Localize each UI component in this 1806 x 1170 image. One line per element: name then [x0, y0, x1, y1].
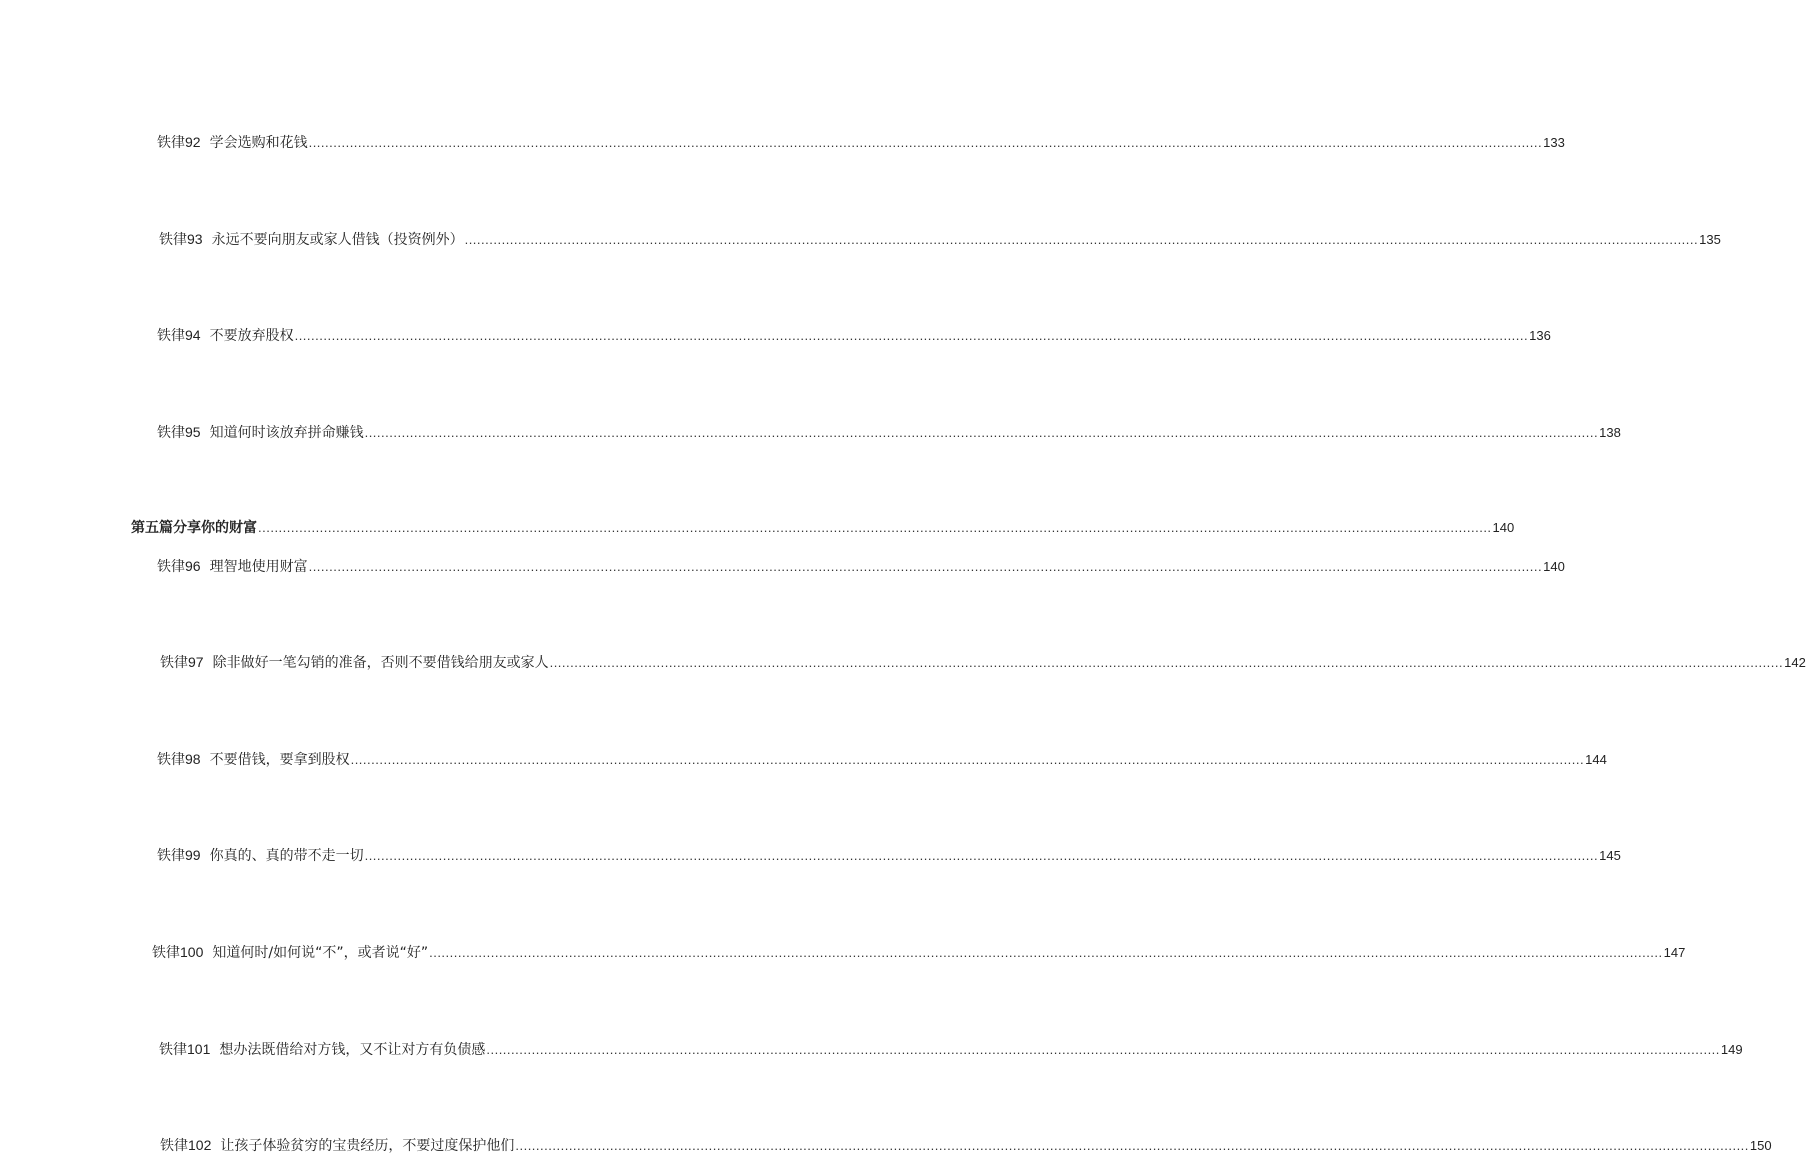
toc-dot-leader: ............................................................................................................................................................................................................................................................................................................ — [294, 328, 1529, 343]
toc-dot-leader: ............................................................................................................................................................................................................................................................................................................ — [364, 848, 1599, 863]
toc-entry-text: 永远不要向朋友或家人借钱（投资例外） — [211, 232, 464, 248]
toc-entry-number: 101 — [187, 1041, 211, 1057]
toc-entry-text: 不要借钱，要拿到股权 — [209, 752, 350, 768]
toc-page-number: 133 — [1543, 135, 1565, 150]
toc-entry-number: 93 — [187, 231, 203, 247]
toc-entry-prefix: 铁律 — [157, 752, 185, 768]
toc-entry-title — [157, 421, 364, 444]
toc-entry-text: 理智地使用财富 — [209, 559, 308, 575]
toc-entry-text: 不要放弃股权 — [209, 328, 294, 344]
toc-page-number: 144 — [1585, 752, 1607, 767]
toc-entry-text: 你真的、真的带不走一切 — [209, 848, 364, 864]
toc-entry-prefix: 铁律 — [157, 135, 185, 151]
toc-entry[interactable] — [0, 748, 1607, 770]
toc-entry-number: 95 — [185, 424, 201, 440]
toc-entry[interactable] — [0, 941, 1686, 963]
toc-entry[interactable] — [0, 844, 1621, 866]
toc-page-number: 140 — [1492, 520, 1515, 535]
toc-entry-number: 102 — [188, 1137, 212, 1153]
toc-dot-leader: ............................................................................................................................................................................................................................................................................................................ — [350, 752, 1585, 767]
toc-entry-text: 知道何时该放弃拼命赚钱 — [209, 425, 364, 441]
toc-entry-title — [160, 1134, 514, 1157]
toc-dot-leader: ............................................................................................................................................................................................................................................................................................................ — [486, 1042, 1720, 1057]
toc-dot-leader: ............................................................................................................................................................................................................................................................................................................ — [429, 945, 1663, 960]
toc-entry-number: 97 — [188, 654, 204, 670]
toc-entry-title — [157, 748, 350, 771]
toc-dot-leader: ............................................................................................................................................................................................................................................................................................................ — [258, 520, 1492, 535]
toc-entry-title — [157, 131, 308, 154]
toc-entry-title — [157, 324, 294, 347]
toc-page-number: 142 — [1784, 655, 1806, 670]
toc-dot-leader: ............................................................................................................................................................................................................................................................................................................ — [308, 559, 1543, 574]
toc-entry[interactable] — [0, 228, 1721, 250]
toc-entry-number: 96 — [185, 558, 201, 574]
toc-page-number: 136 — [1529, 328, 1551, 343]
toc-entry[interactable] — [0, 131, 1565, 153]
toc-page-number: 140 — [1543, 559, 1565, 574]
toc-page-number: 147 — [1663, 945, 1686, 960]
toc-entry[interactable] — [0, 1134, 1772, 1156]
toc-entry[interactable] — [0, 324, 1551, 346]
toc-page-number: 138 — [1599, 425, 1621, 440]
toc-entry-number: 98 — [185, 751, 201, 767]
toc-part-title: 第五篇分享你的财富 — [131, 520, 257, 536]
toc-entry-text: 除非做好一笔勾销的准备，否则不要借钱给朋友或家人 — [212, 655, 549, 671]
toc-entry[interactable] — [0, 421, 1621, 443]
toc-entry-title — [157, 555, 308, 578]
toc-entry-text: 知道何时/如何说“不”，或者说“好” — [212, 945, 429, 961]
toc-entry-title — [159, 228, 464, 251]
toc-entry-title — [160, 651, 549, 674]
toc-entry-number: 94 — [185, 327, 201, 343]
toc-entry-prefix: 铁律 — [157, 848, 185, 864]
toc-entry-text: 让孩子体验贫穷的宝贵经历，不要过度保护他们 — [220, 1138, 515, 1154]
toc-entry-prefix: 铁律 — [159, 232, 187, 248]
toc-dot-leader: ............................................................................................................................................................................................................................................................................................................ — [549, 655, 1784, 670]
toc-entry[interactable] — [0, 1038, 1743, 1060]
toc-entry-number: 99 — [185, 847, 201, 863]
toc-page-number: 145 — [1599, 848, 1621, 863]
toc-part-heading[interactable] — [0, 517, 1515, 539]
toc-page-number: 135 — [1699, 232, 1721, 247]
toc-entry-prefix: 铁律 — [160, 655, 188, 671]
toc-entry-text: 学会选购和花钱 — [209, 135, 308, 151]
toc-entry-number: 100 — [180, 944, 204, 960]
toc-dot-leader: ............................................................................................................................................................................................................................................................................................................ — [308, 135, 1543, 150]
toc-page-number: 150 — [1749, 1138, 1772, 1153]
toc-entry-prefix: 铁律 — [159, 1042, 187, 1058]
toc-dot-leader: ............................................................................................................................................................................................................................................................................................................ — [464, 232, 1699, 247]
toc-entry-title — [159, 1038, 485, 1061]
toc-entry[interactable] — [0, 555, 1565, 577]
toc-entry-title — [152, 941, 428, 964]
toc-dot-leader: ............................................................................................................................................................................................................................................................................................................ — [515, 1138, 1749, 1153]
toc-entry-text: 想办法既借给对方钱，又不让对方有负债感 — [219, 1042, 486, 1058]
toc-dot-leader: ............................................................................................................................................................................................................................................................................................................ — [364, 425, 1599, 440]
toc-entry-prefix: 铁律 — [157, 425, 185, 441]
toc-entry[interactable] — [0, 651, 1806, 673]
toc-entry-prefix: 铁律 — [157, 328, 185, 344]
toc-page-number: 149 — [1720, 1042, 1743, 1057]
toc-entry-prefix: 铁律 — [160, 1138, 188, 1154]
toc-entry-title — [157, 844, 364, 867]
toc-entry-prefix: 铁律 — [152, 945, 180, 961]
toc-entry-number: 92 — [185, 134, 201, 150]
toc-entry-prefix: 铁律 — [157, 559, 185, 575]
